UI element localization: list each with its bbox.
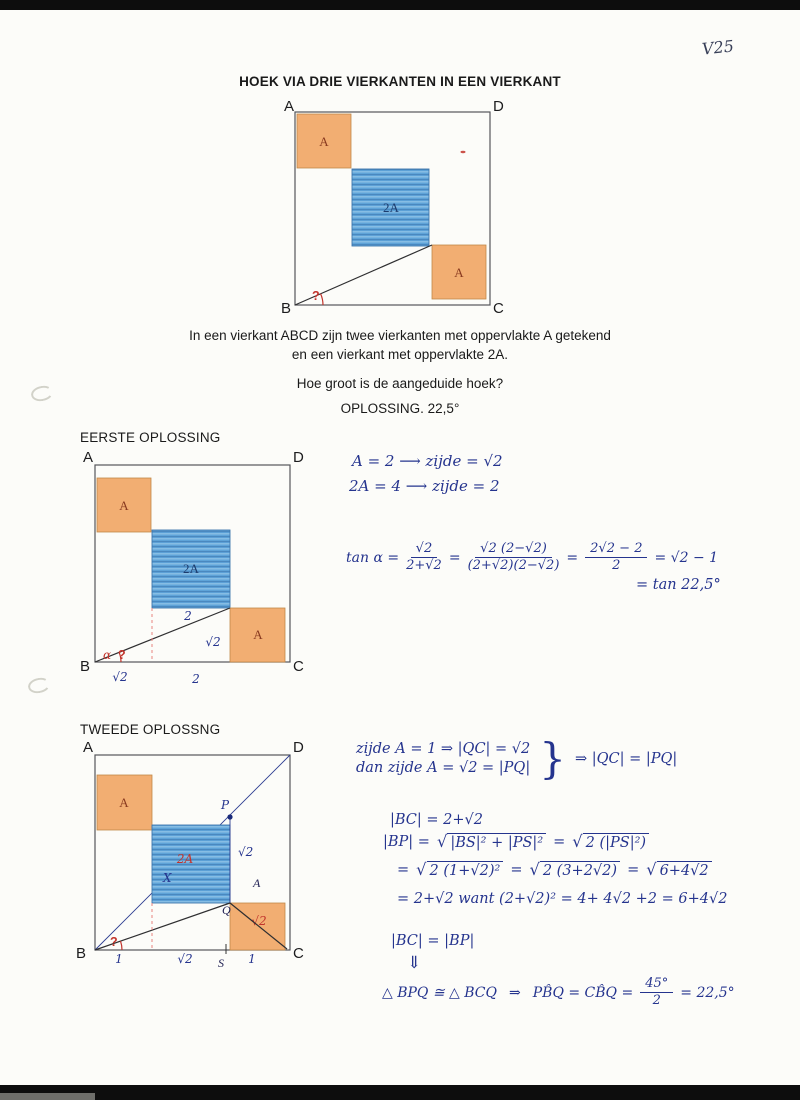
- radicand: 2 (1+√2)²: [427, 861, 504, 879]
- square-area-a-top-label: A: [119, 498, 129, 513]
- fraction-3: [585, 542, 647, 574]
- square-area-2a-label: 2A: [383, 200, 399, 215]
- corner-label-a: A: [83, 739, 94, 756]
- handwritten-line-qc: zijde A = 1 ⇒ |QC| = √2: [356, 741, 531, 758]
- square-area-a-bottom-label: A: [454, 265, 464, 280]
- implies-sign: ⇒: [509, 984, 521, 1001]
- corner-label-c: C: [493, 300, 504, 317]
- section2-heading: TWEEDE OPLOSSNG: [80, 722, 221, 737]
- handwritten-line-bc-bp: |BC| = |BP|: [391, 933, 475, 949]
- angle-arc: [121, 941, 123, 950]
- square-area-2a-label: 2A: [176, 852, 194, 866]
- base-1-right-label: 1: [248, 952, 256, 966]
- handwritten-line-area-a: A = 2 ⟶ zijde = √2: [352, 452, 503, 470]
- section1-heading: EERSTE OPLOSSING: [80, 430, 221, 445]
- corner-label-b: B: [281, 300, 292, 317]
- handwritten-deduction-group: [356, 734, 678, 783]
- brace: }: [539, 734, 566, 783]
- corner-label-b: B: [76, 945, 87, 962]
- handwritten-line-bp-continued: [397, 861, 712, 879]
- radical-sign: √: [646, 860, 657, 879]
- fraction-denominator: 2: [652, 993, 661, 1009]
- final-result: = 22,5°: [680, 984, 735, 1001]
- problem-line-2: en een vierkant met oppervlakte 2A.: [291, 347, 509, 362]
- handwritten-line-pq: dan zijde A = √2 = |PQ|: [356, 760, 531, 777]
- tan-tail: = √2 − 1: [654, 549, 719, 566]
- corner-label-d: D: [493, 98, 504, 115]
- radical-sign: √: [436, 832, 448, 851]
- deduction-conclusion: ⇒ |QC| = |PQ|: [575, 750, 678, 767]
- side-sqrt2-label: √2: [238, 845, 254, 859]
- fraction-1: [406, 542, 442, 574]
- figure-second-solution: [75, 736, 327, 976]
- page-title: HOEK VIA DRIE VIERKANTEN IN EEN VIERKANT: [239, 74, 561, 89]
- handwritten-line-area-2a: 2A = 4 ⟶ zijde = 2: [349, 477, 500, 495]
- corner-label-d: D: [293, 449, 304, 466]
- fraction-2: [468, 542, 560, 574]
- figure-first-solution: [78, 448, 323, 696]
- point-label-q: Q: [222, 903, 231, 917]
- punch-hole-bottom: [27, 676, 52, 695]
- equals-sign: =: [448, 549, 461, 566]
- corner-label-a: A: [284, 98, 295, 115]
- corner-label-c: C: [293, 658, 304, 675]
- point-label-p: P: [221, 798, 230, 812]
- angle-arc: [321, 294, 323, 305]
- fraction-denominator: (2+√2)(2−√2): [467, 558, 560, 574]
- tan-lhs: tan α =: [346, 549, 400, 566]
- equals-sign: =: [627, 862, 640, 878]
- region-a-label: A: [253, 876, 261, 890]
- radicand: 2 (|PS|²): [583, 833, 649, 851]
- point-p-dot: [227, 814, 232, 819]
- square-area-a-bottom-label: A: [253, 627, 263, 642]
- page-code-mark: V25: [701, 36, 735, 59]
- equals-sign: =: [510, 862, 523, 878]
- fraction-45-2: [640, 977, 673, 1009]
- square-area-2a-label: 2A: [183, 561, 199, 576]
- handwritten-tan-equation: [346, 542, 718, 574]
- radical-4: [529, 861, 620, 879]
- congruence-statement: △ BPQ ≅ △ BCQ: [382, 984, 497, 1001]
- deduction-premises: [356, 741, 530, 776]
- solution-answer: OPLOSSING. 22,5°: [340, 401, 460, 416]
- radical-3: [416, 861, 503, 879]
- fraction-numerator: √2 (2−√2): [475, 542, 552, 558]
- angle-alpha-label: α: [103, 648, 112, 662]
- scan-edge-top: [0, 0, 800, 10]
- radicand: 2 (3+2√2): [540, 861, 620, 879]
- corner-label-c: C: [293, 945, 304, 962]
- radicand: |BS|² + |PS|²: [447, 833, 546, 851]
- radical-1: [437, 833, 546, 851]
- handwritten-line-bp: [383, 833, 649, 851]
- radical-sign: √: [572, 832, 583, 851]
- angle-equality: PB̂Q = CB̂Q =: [532, 984, 634, 1001]
- equals-sign: =: [566, 549, 579, 566]
- fraction-denominator: 2: [612, 558, 621, 574]
- handwritten-line-bc: |BC| = 2+√2: [390, 812, 483, 828]
- corner-label-d: D: [293, 739, 304, 756]
- fraction-numerator: √2: [411, 542, 438, 558]
- handwritten-line-want: = 2+√2 want (2+√2)² = 4+ 4√2 +2 = 6+4√2: [397, 891, 728, 907]
- point-label-s: S: [218, 956, 224, 970]
- figure-problem: [278, 96, 513, 324]
- base-sqrt2-label: √2: [177, 952, 193, 966]
- fraction-numerator: 45°: [640, 977, 673, 993]
- down-arrow: ⇓: [407, 953, 422, 973]
- scan-edge-bottom: [0, 1085, 800, 1100]
- problem-line-1: In een vierkant ABCD zijn twee vierkanten met oppervlakte A getekend: [189, 328, 611, 343]
- corner-label-a: A: [83, 449, 94, 466]
- angle-question-mark: ?: [312, 289, 320, 303]
- base-sqrt2-label: √2: [112, 670, 128, 684]
- fraction-denominator: 2+√2: [406, 558, 442, 574]
- side-length-2-label: 2: [184, 609, 192, 623]
- problem-question: Hoe groot is de aangeduide hoek?: [296, 376, 504, 391]
- radicand: 6+4√2: [657, 861, 712, 879]
- angle-question-mark: ?: [110, 935, 118, 949]
- handwritten-line-congruence: [382, 977, 735, 1009]
- diagonal-sqrt2-label: √2: [251, 914, 267, 928]
- point-label-x: X: [163, 871, 172, 885]
- stray-ink-mark: [461, 151, 466, 153]
- handwritten-tan-result: = tan 22,5°: [636, 577, 721, 593]
- base-2-label: 2: [192, 672, 200, 686]
- scan-edge-corner: [0, 1093, 95, 1100]
- radical-2: [572, 833, 649, 851]
- angle-question-mark: ?: [118, 648, 126, 662]
- side-length-sqrt2-label: √2: [205, 635, 221, 649]
- square-area-a-top-label: A: [119, 795, 129, 810]
- radical-sign: √: [416, 860, 427, 879]
- bp-lhs: |BP| =: [383, 834, 430, 850]
- corner-label-b: B: [80, 658, 91, 675]
- problem-statement: [0, 326, 800, 364]
- radical-5: [646, 861, 711, 879]
- radical-sign: √: [529, 860, 540, 879]
- square-area-a-top-label: A: [319, 134, 329, 149]
- equals-sign: =: [553, 834, 566, 850]
- base-1-left-label: 1: [115, 952, 123, 966]
- equals-sign: =: [397, 862, 410, 878]
- fraction-numerator: 2√2 − 2: [585, 542, 647, 558]
